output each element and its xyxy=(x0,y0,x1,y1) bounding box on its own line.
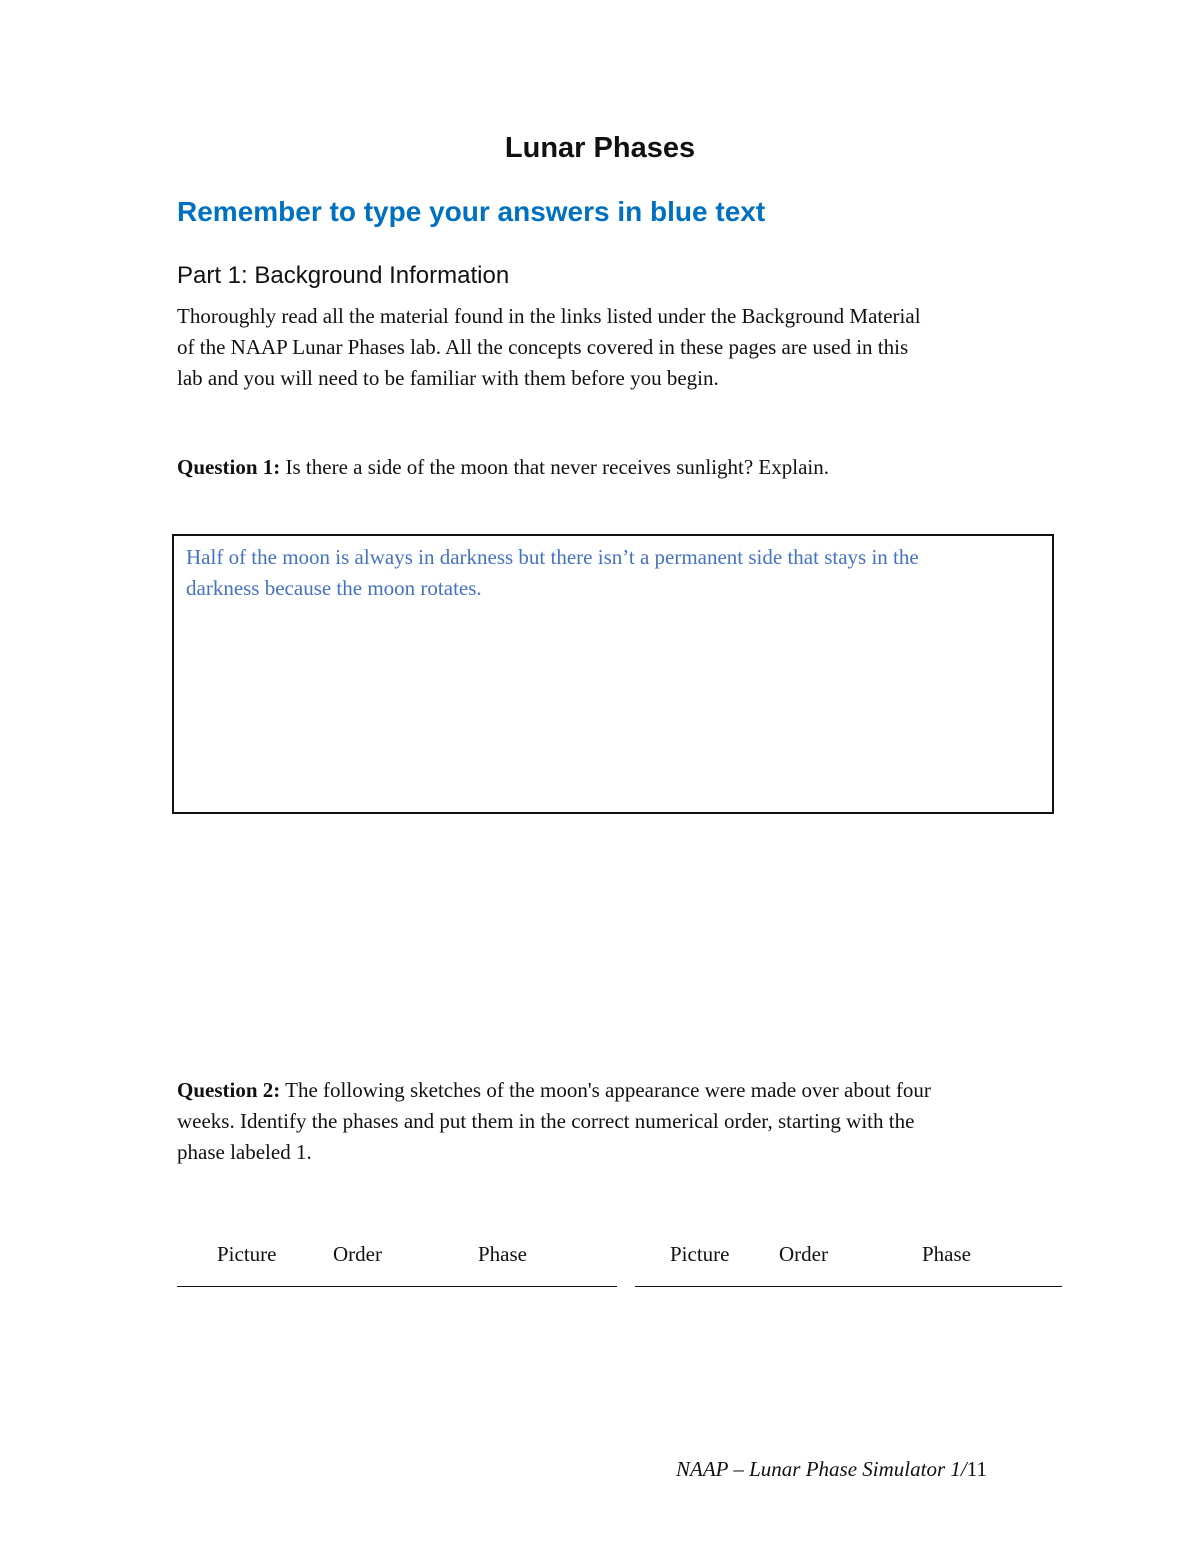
question-1 xyxy=(177,452,1057,483)
footer-total: 11 xyxy=(966,1457,987,1481)
question-1-label: Question 1: xyxy=(177,455,281,479)
answer-line: darkness because the moon rotates. xyxy=(186,576,482,600)
answer-line: Half of the moon is always in darkness but there isn’t a permanent side that stays in the xyxy=(186,545,919,569)
right-header-phase: Phase xyxy=(922,1242,971,1266)
left-header-picture: Picture xyxy=(217,1242,277,1266)
paragraph-line: lab and you will need to be familiar with them before you begin. xyxy=(177,366,719,390)
answer-1-box[interactable] xyxy=(172,534,1054,814)
right-header-rule xyxy=(635,1286,1062,1287)
footer-text: NAAP – Lunar Phase Simulator 1/ xyxy=(676,1457,967,1481)
right-header-picture: Picture xyxy=(670,1242,730,1266)
left-header-rule xyxy=(177,1286,617,1287)
question-2-text: The following sketches of the moon's appearance were made over about four xyxy=(280,1078,931,1102)
background-paragraph xyxy=(177,301,1057,394)
question-2 xyxy=(177,1075,1057,1168)
question-2-line: phase labeled 1. xyxy=(177,1140,312,1164)
left-header-phase: Phase xyxy=(478,1242,527,1266)
paragraph-line: Thoroughly read all the material found in the links listed under the Background Material xyxy=(177,304,921,328)
part-heading: Part 1: Background Information xyxy=(177,262,510,289)
paragraph-line: of the NAAP Lunar Phases lab. All the concepts covered in these pages are used in this xyxy=(177,335,909,359)
question-2-line: weeks. Identify the phases and put them in the correct numerical order, starting with the xyxy=(177,1109,915,1133)
left-header-order: Order xyxy=(333,1242,382,1266)
question-1-text: Is there a side of the moon that never receives sunlight? Explain. xyxy=(280,455,830,479)
question-2-label: Question 2: xyxy=(177,1078,281,1102)
right-header-order: Order xyxy=(779,1242,828,1266)
page-title: Lunar Phases xyxy=(504,132,696,164)
page-footer xyxy=(676,1455,987,1483)
reminder-heading: Remember to type your answers in blue text xyxy=(177,196,766,227)
